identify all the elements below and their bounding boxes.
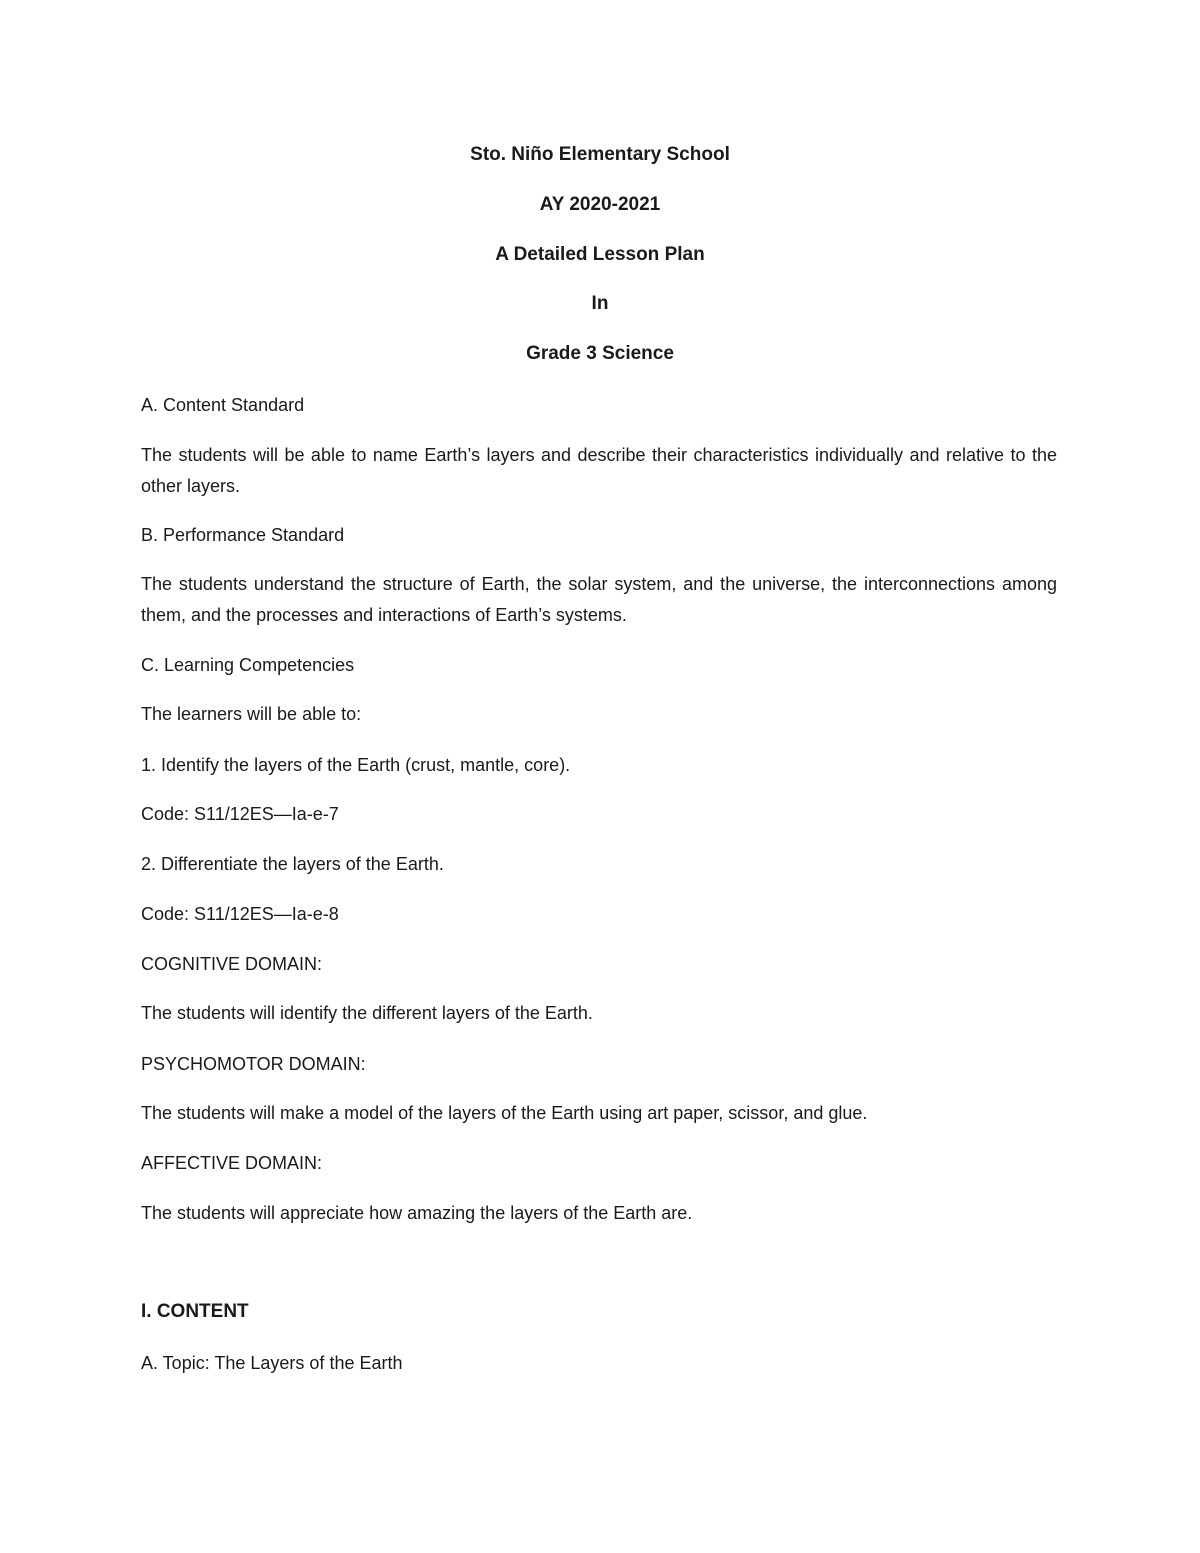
affective-domain-text: The students will appreciate how amazing the layers of the Earth are. xyxy=(141,1203,693,1223)
content-section-heading: I. CONTENT xyxy=(141,1301,249,1322)
competency-item-1: 1. Identify the layers of the Earth (crust, mantle, core). xyxy=(141,755,571,775)
cognitive-domain-text: The students will identify the different layers of the Earth. xyxy=(141,1003,593,1023)
competency-item-2: 2. Differentiate the layers of the Earth. xyxy=(141,854,444,874)
content-standard-text: The students will be able to name Earth’s layers and describe their characteristics individually and relative to the other layers. xyxy=(141,445,1057,496)
psychomotor-domain-heading: PSYCHOMOTOR DOMAIN: xyxy=(141,1054,366,1074)
performance-standard-text: The students understand the structure of Earth, the solar system, and the universe, the interconnections among them, and the processes and interactions of Earth’s systems. xyxy=(141,574,1057,625)
psychomotor-domain-text: The students will make a model of the layers of the Earth using art paper, scissor, and glue. xyxy=(141,1103,868,1123)
learning-competencies-heading: C. Learning Competencies xyxy=(141,655,355,675)
learning-competencies-intro: The learners will be able to: xyxy=(141,704,362,724)
performance-standard-heading: B. Performance Standard xyxy=(141,525,345,545)
content-topic: A. Topic: The Layers of the Earth xyxy=(141,1353,403,1373)
school-name: Sto. Niño Elementary School xyxy=(470,144,730,165)
academic-year: AY 2020-2021 xyxy=(539,194,661,215)
content-standard-heading: A. Content Standard xyxy=(141,395,305,415)
competency-code-1: Code: S11/12ES—Ia-e-7 xyxy=(141,804,339,824)
cognitive-domain-heading: COGNITIVE DOMAIN: xyxy=(141,954,323,974)
plan-title: A Detailed Lesson Plan xyxy=(495,244,705,265)
affective-domain-heading: AFFECTIVE DOMAIN: xyxy=(141,1153,323,1173)
competency-code-2: Code: S11/12ES—Ia-e-8 xyxy=(141,904,339,924)
plan-subject: Grade 3 Science xyxy=(526,343,674,364)
plan-in-word: In xyxy=(591,293,609,314)
